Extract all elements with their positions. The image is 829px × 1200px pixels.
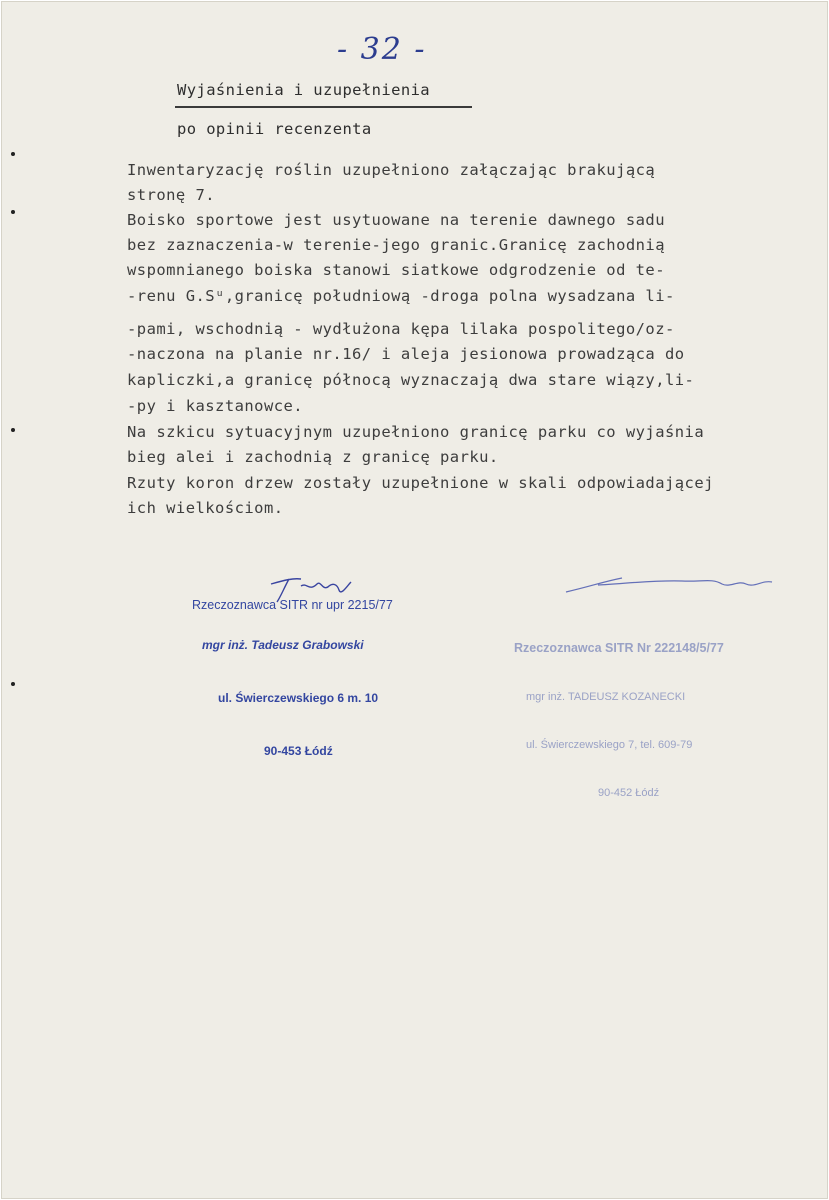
stamp-right-line1: Rzeczoznawca SITR Nr 222148/5/77 xyxy=(514,641,724,655)
signature-left xyxy=(267,574,357,604)
body-line: Na szkicu sytuacyjnym uzupełniono granicę parku co wyjaśnia xyxy=(127,423,705,441)
page-number: - 32 - xyxy=(337,32,427,67)
body-line: -pami, wschodnią - wydłużona kępa lilaka pospolitego/oz- xyxy=(127,320,675,338)
body-line: Inwentaryzację roślin uzupełniono załączając brakującą xyxy=(127,161,656,179)
margin-mark xyxy=(11,428,15,432)
stamp-right-line2: mgr inż. TADEUSZ KOZANECKI xyxy=(526,691,686,703)
document-page xyxy=(1,1,828,1199)
body-line: bez zaznaczenia-w terenie-jego granic.Granicę zachodnią xyxy=(127,236,665,254)
section-subheading: po opinii recenzenta xyxy=(177,120,372,138)
stamp-left-line2: mgr inż. Tadeusz Grabowski xyxy=(202,638,364,652)
signature-right xyxy=(562,572,777,600)
stamp-right xyxy=(514,605,724,835)
body-line: stronę 7. xyxy=(127,186,216,204)
stamp-left-body xyxy=(202,602,378,794)
heading-underline xyxy=(175,106,472,108)
body-line: Boisko sportowe jest usytuowane na terenie dawnego sadu xyxy=(127,211,665,229)
body-line: kapliczki,a granicę północą wyznaczają dwa stare wiązy,li- xyxy=(127,371,695,389)
margin-mark xyxy=(11,682,15,686)
stamp-left-line3: ul. Świerczewskiego 6 m. 10 xyxy=(218,691,379,705)
stamp-right-line3: ul. Świerczewskiego 7, tel. 609-79 xyxy=(526,739,693,751)
margin-mark xyxy=(11,210,15,214)
stamp-right-line4: 90-452 Łódź xyxy=(598,787,660,799)
stamp-left-line4: 90-453 Łódź xyxy=(264,744,333,758)
body-line: bieg alei i zachodnią z granicę parku. xyxy=(127,448,499,466)
section-heading: Wyjaśnienia i uzupełnienia xyxy=(177,81,431,99)
body-line: Rzuty koron drzew zostały uzupełnione w skali odpowiadającej xyxy=(127,474,714,492)
stamp-left-line1: Rzeczoznawca SITR nr upr 2215/77 xyxy=(192,598,393,612)
body-line: -py i kasztanowce. xyxy=(127,397,304,415)
body-line: wspomnianego boiska stanowi siatkowe odgrodzenie od te- xyxy=(127,261,665,279)
body-line: -renu G.Sᵘ,granicę południową -droga polna wysadzana li- xyxy=(127,287,675,305)
body-line: -naczona na planie nr.16/ i aleja jesionowa prowadząca do xyxy=(127,345,685,363)
body-line: ich wielkościom. xyxy=(127,499,284,517)
margin-mark xyxy=(11,152,15,156)
